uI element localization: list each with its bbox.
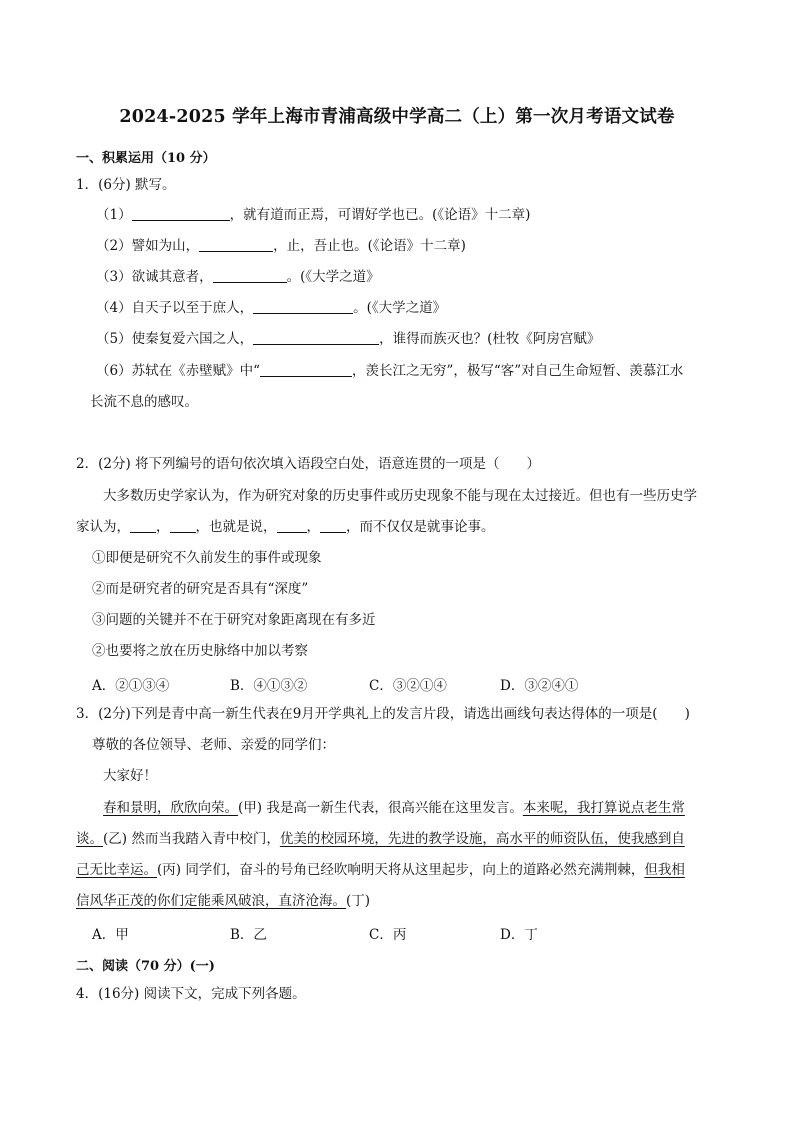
q1-stem: 1．(6分) 默写。 [76,177,176,193]
q2-text: ，也就是说， [195,519,277,535]
q3-text: (乙) 然而当我踏入青中校门， [103,831,280,847]
q2-text: ， [156,519,170,535]
underlined-sentence: 信风华正茂的你们定能乘风破浪，直济沧海。 [76,893,346,909]
q3-passage-line-3 [76,861,685,879]
q3-text: (甲) 我是高一新生代表，很高兴能在这里发言。 [238,800,523,816]
q3-option-a[interactable]: A．甲 [92,927,129,943]
q2-sentence-2: ②而是研究者的研究是否具有“深度” [92,581,309,597]
q3-greeting: 尊敬的各位领导、老师、亲爱的同学们： [92,737,335,753]
q1-item-1-pre: （1） [96,207,132,223]
underlined-sentence: 但我相 [644,862,685,878]
q1-item-6-post: ，羡长江之无穷”，极写“客”对自己生命短暂、羡慕江水 [352,363,684,379]
underlined-sentence: 本来呢，我打算说点老生常 [522,800,685,816]
q1-item-4-pre: （4）自天子以至于庶人， [96,300,254,316]
q1-item-2-post: ，止，吾止也。(《论语》十二章) [273,238,466,254]
underlined-sentence: 优美的校园环境，先进的教学设施，高水平的师资队伍，使我感到自 [279,831,685,847]
q2-option-d[interactable]: D．③②④① [500,678,579,694]
q2-text: 家认为， [76,519,130,535]
q3-text: (丙) 同学们，奋斗的号角已经吹响明天将从这里起步，向上的道路必然充满荆棘， [157,862,645,878]
q1-item-5-post: ，谁得而族灭也？(杜牧《阿房宫赋》 [379,331,601,347]
q2-passage-line-2 [76,518,495,536]
answer-blank[interactable] [213,268,287,283]
answer-blank[interactable] [132,206,230,221]
q1-item-2 [96,237,466,255]
underlined-sentence: 谈。 [76,831,103,847]
q2-stem: 2．(2分) 将下列编号的语句依次填入语段空白处，语意连贯的一项是（ ） [76,456,541,472]
q1-item-4-post: 。(《大学之道》 [353,300,447,316]
answer-blank[interactable] [170,518,196,533]
q3-option-b[interactable]: B．乙 [230,927,267,943]
q1-item-3-post: 。(《大学之道》 [286,269,380,285]
q2-option-a[interactable]: A．②①③④ [92,678,170,694]
q3-option-d[interactable]: D．丁 [500,927,538,943]
q1-item-3-pre: （3）欲诚其意者， [96,269,213,285]
q2-sentence-1: ①即便是研究不久前发生的事件或现象 [92,550,322,566]
q3-stem: 3．(2分)下列是青中高一新生代表在9月开学典礼上的发言片段，请选出画线句表达得体的一项是( ) [76,706,690,722]
underlined-sentence: 春和景明，欣欣向荣。 [103,800,238,816]
q1-item-4 [96,299,446,317]
q4-stem: 4．(16分) 阅读下文，完成下列各题。 [76,986,306,1002]
q1-item-2-pre: （2）譬如为山， [96,238,200,254]
answer-blank[interactable] [260,362,352,377]
q2-sentence-3: ③问题的关键并不在于研究对象距离现在有多近 [92,612,376,628]
q1-item-1-post: ，就有道而正焉，可谓好学也已。(《论语》十二章) [229,207,531,223]
q1-item-6 [96,362,683,380]
answer-blank[interactable] [277,518,307,533]
q1-item-1 [96,206,530,224]
section-heading-1: 一、积累运用（10 分） [76,151,216,166]
q2-sentence-4: ②也要将之放在历史脉络中加以考察 [92,643,308,659]
q2-text: ， [306,519,320,535]
answer-blank[interactable] [253,299,353,314]
page-title: 2024-2025 学年上海市青浦高级中学高二（上）第一次月考语文试卷 [119,107,675,127]
q2-passage-line-1: 大多数历史学家认为，作为研究对象的历史事件或历史现象不能与现在太过接近。但也有一些历史学 [103,488,697,504]
q3-passage-line-1 [103,799,685,817]
q3-hello: 大家好！ [103,768,157,784]
q1-item-6-cont: 长流不息的感叹。 [90,394,198,410]
q1-item-3 [96,268,380,286]
q3-passage-line-2 [76,830,685,848]
section-heading-2: 二、阅读（70 分）(一) [76,959,215,974]
q3-text: (丁) [346,893,371,909]
answer-blank[interactable] [199,237,273,252]
q1-item-5-pre: （5）使秦复爱六国之人， [96,331,254,347]
answer-blank[interactable] [130,518,156,533]
answer-blank[interactable] [320,518,346,533]
q1-item-6-pre: （6）苏轼在《赤壁赋》中“ [96,363,260,379]
q1-item-5 [96,330,600,348]
q3-passage-line-4 [76,892,370,910]
q3-option-c[interactable]: C．丙 [369,927,407,943]
underlined-sentence: 己无比幸运。 [76,862,157,878]
q2-option-b[interactable]: B．④①③② [230,678,308,694]
q2-option-c[interactable]: C．③②①④ [369,678,447,694]
answer-blank[interactable] [253,330,379,345]
q2-text: ，而不仅仅是就事论事。 [346,519,495,535]
